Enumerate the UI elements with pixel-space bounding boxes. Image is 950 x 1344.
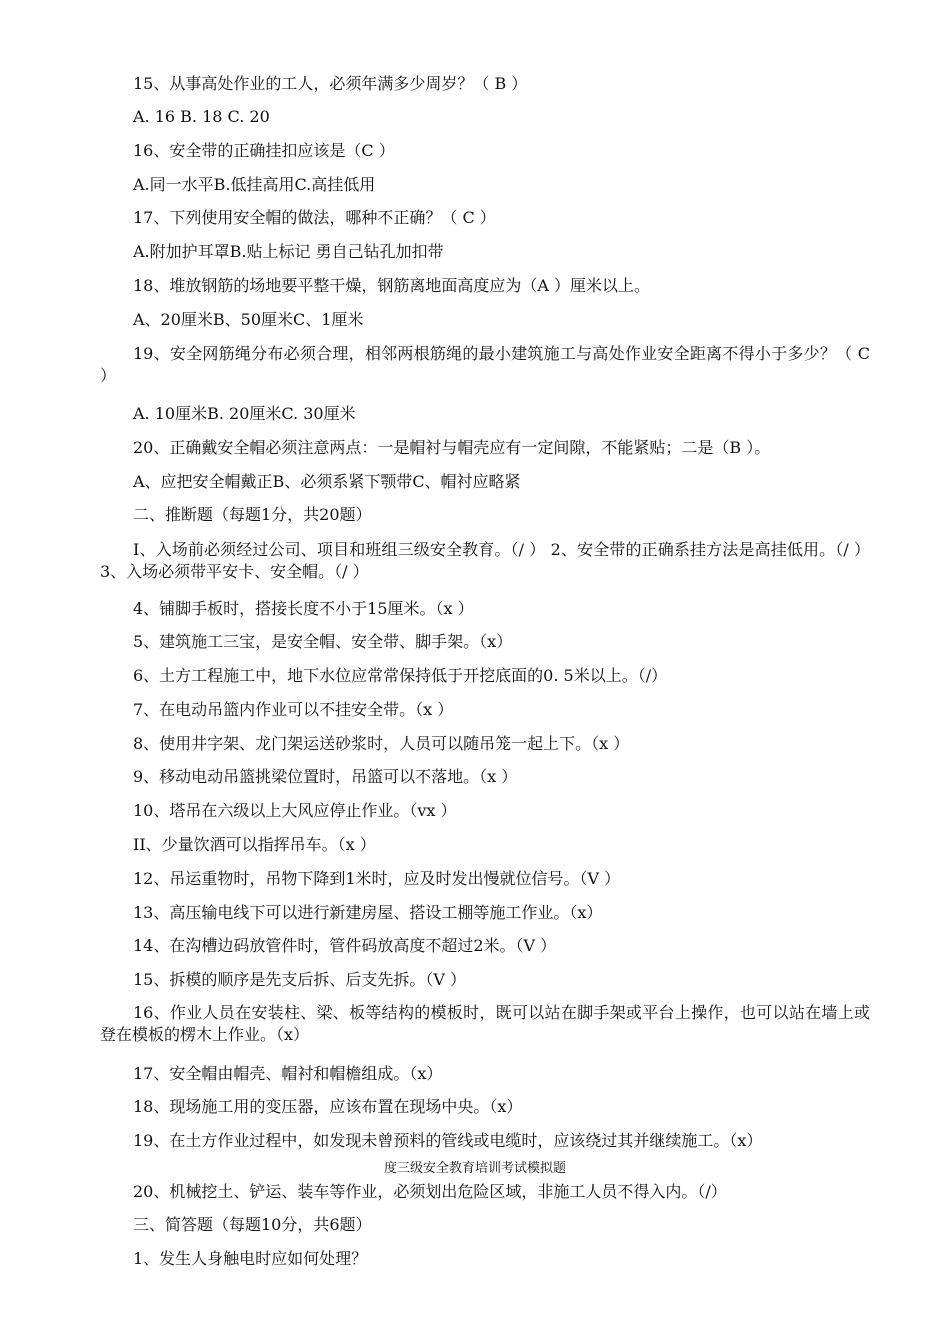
judgment-6: 6、土方工程施工中，地下水位应常常保持低于开挖底面的0. 5米以上。（/） bbox=[133, 666, 668, 685]
question-18: 18、堆放钢筋的场地要平整干燥，钢筋离地面高度应为（A ）厘米以上。 bbox=[133, 276, 651, 295]
judgment-10: 10、塔吊在六级以上大风应停止作业。（vx ） bbox=[133, 801, 457, 820]
judgment-4: 4、铺脚手板时，搭接长度不小于15厘米。（x ） bbox=[133, 599, 474, 618]
page-footer-title: 度三级安全教育培训考试模拟题 bbox=[383, 1161, 566, 1176]
judgment-14: 14、在沟槽边码放管件时，管件码放高度不超过2米。（V ） bbox=[133, 936, 557, 955]
judgment-11: II、少量饮酒可以指挥吊车。（x ） bbox=[133, 835, 376, 854]
judgment-16: 16、作业人员在安装柱、梁、板等结构的模板时，既可以站在脚手架或平台上操作，也可以站在墙上或登在模板的楞木上作业。（x） bbox=[100, 1003, 870, 1044]
judgment-7: 7、在电动吊篮内作业可以不挂安全带。（x ） bbox=[133, 700, 454, 719]
question-15: 15、从事高处作业的工人，必须年满多少周岁？（ B ） bbox=[133, 74, 528, 93]
options-16: A.同一水平B.低挂高用C.高挂低用 bbox=[133, 175, 376, 194]
question-20: 20、正确戴安全帽必须注意两点：一是帽衬与帽壳应有一定间隙，不能紧贴；二是（B ）。 bbox=[133, 438, 771, 457]
judgment-12: 12、吊运重物时，吊物下降到1米时，应及时发出慢就位信号。（V ） bbox=[133, 869, 621, 888]
section-heading-judgment: 二、推断题（每题1分，共20题） bbox=[133, 505, 372, 524]
judgment-13: 13、高压输电线下可以进行新建房屋、搭设工棚等施工作业。（x） bbox=[133, 903, 603, 922]
judgment-15: 15、拆模的顺序是先支后拆、后支先拆。（V ） bbox=[133, 970, 467, 989]
options-19: A. 10厘米B. 20厘米C. 30厘米 bbox=[133, 404, 356, 423]
question-19: 19、安全网筋绳分布必须合理，相邻两根筋绳的最小建筑施工与高处作业安全距离不得小于多少？（ C ） bbox=[100, 344, 870, 385]
question-16: 16、安全带的正确挂扣应该是（C ） bbox=[133, 141, 395, 160]
judgment-17: 17、安全帽由帽壳、帽衬和帽檐组成。（x） bbox=[133, 1064, 443, 1083]
section-heading-short-answer: 三、简答题（每题10分，共6题） bbox=[133, 1215, 372, 1234]
judgment-19: 19、在土方作业过程中，如发现未曾预料的管线或电缆时，应该绕过其并继续施工。（x） bbox=[133, 1131, 763, 1150]
options-18: A、20厘米B、50厘米C、1厘米 bbox=[133, 310, 364, 329]
options-17: A.附加护耳罩B.贴上标记 勇自己钻孔加扣带 bbox=[133, 242, 444, 261]
options-20: A、应把安全帽戴正B、必须系紧下颚带C、帽衬应略紧 bbox=[133, 472, 521, 491]
judgment-8: 8、使用井字架、龙门架运送砂浆时，人员可以随吊笼一起上下。（x ） bbox=[133, 734, 630, 753]
judgment-20: 20、机械挖土、铲运、装车等作业，必须划出危险区域，非施工人员不得入内。（/） bbox=[133, 1182, 727, 1201]
judgment-18: 18、现场施工用的变压器，应该布置在现场中央。（x） bbox=[133, 1097, 523, 1116]
options-15: A. 16 B. 18 C. 20 bbox=[133, 107, 270, 126]
judgment-5: 5、建筑施工三宝，是安全帽、安全带、脚手架。（x） bbox=[133, 632, 513, 651]
judgment-9: 9、移动电动吊篮挑梁位置时，吊篮可以不落地。（x ） bbox=[133, 767, 518, 786]
short-answer-1: 1、发生人身触电时应如何处理？ bbox=[133, 1249, 368, 1268]
question-17: 17、下列使用安全帽的做法，哪种不正确？（ C ） bbox=[133, 208, 496, 227]
judgment-1-3: I、入场前必须经过公司、项目和班组三级安全教育。（/ ） 2、安全带的正确系挂方法是高挂低用。（/ ） 3、入场必须带平安卡、安全帽。（/ ） bbox=[100, 540, 870, 581]
